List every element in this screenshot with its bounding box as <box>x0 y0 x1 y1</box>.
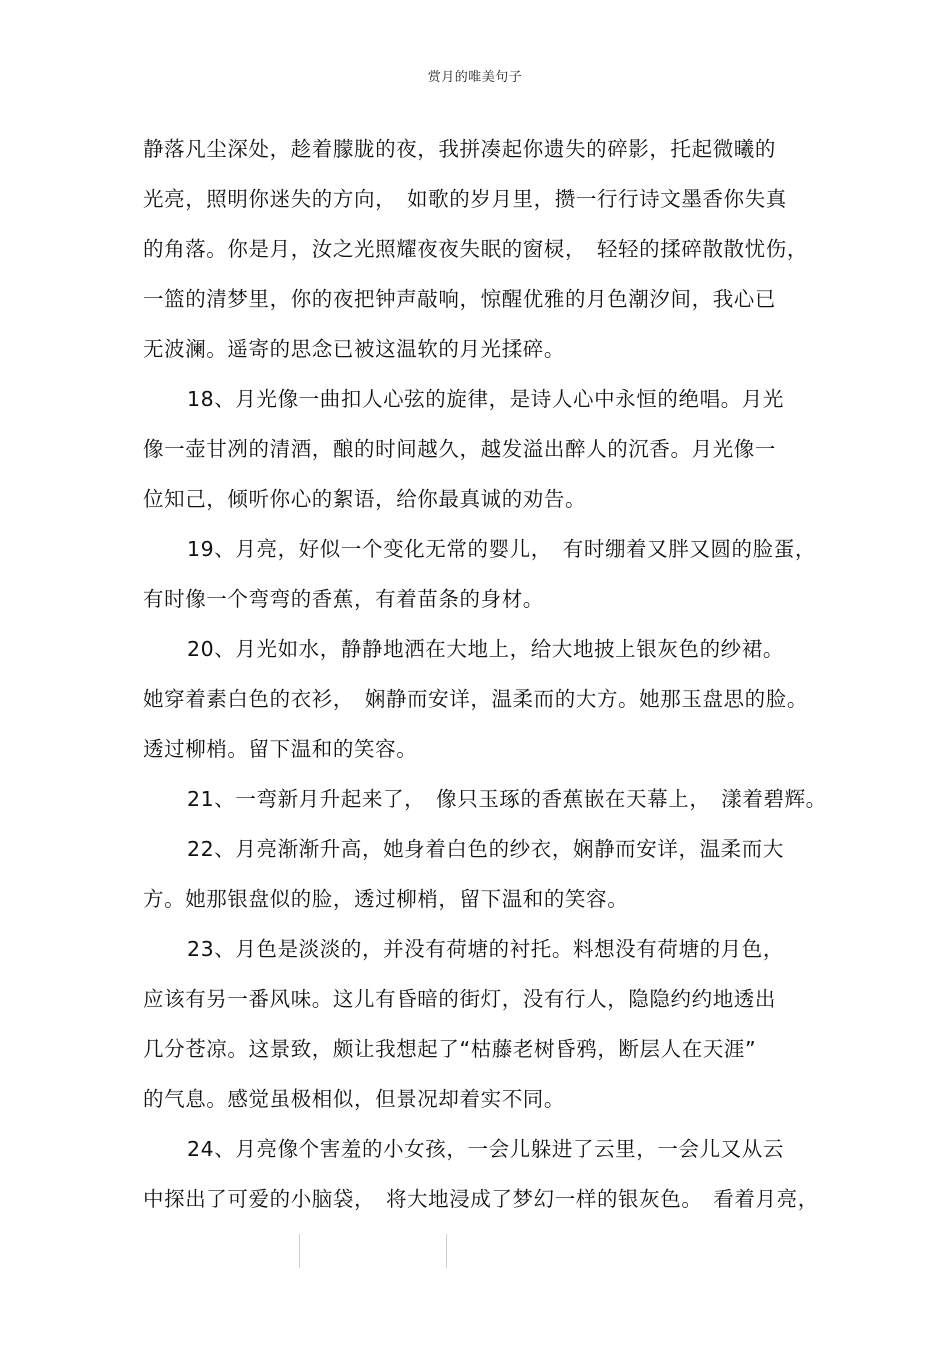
text-line: 位知己，倾听你心的絮语，给你最真诚的劝告。 <box>143 487 587 511</box>
text-line: 几分苍凉。这景致，颇让我想起了“枯藤老树昏鸦，断层人在天涯” <box>143 1037 757 1061</box>
page-header-title: 赏月的唯美句子 <box>427 70 523 85</box>
footer-divider-left <box>299 1234 300 1268</box>
text-line: 21、一弯新月升起来了， 像只玉琢的香蕉嵌在天幕上， 漾着碧辉。 <box>187 787 827 811</box>
text-line: 静落凡尘深处，趁着朦胧的夜，我拼凑起你遗失的碎影，托起微曦的 <box>143 137 776 161</box>
text-line: 方。她那银盘似的脸，透过柳梢，留下温和的笑容。 <box>143 887 629 911</box>
text-line: 无波澜。遥寄的思念已被这温软的月光揉碎。 <box>143 337 565 361</box>
text-line: 23、月色是淡淡的，并没有荷塘的衬托。料想没有荷塘的月色， <box>187 937 784 961</box>
text-line: 一篮的清梦里，你的夜把钟声敲响，惊醒优雅的月色潮汐间，我心已 <box>143 287 776 311</box>
text-line: 像一壶甘冽的清酒，酿的时间越久，越发溢出醉人的沉香。月光像一 <box>143 437 776 461</box>
text-line: 的角落。你是月，汝之光照耀夜夜失眠的窗棂， 轻轻的揉碎散散忧伤， <box>143 237 808 261</box>
text-line: 19、月亮，好似一个变化无常的婴儿， 有时绷着又胖又圆的脸蛋， <box>187 537 816 561</box>
text-line: 有时像一个弯弯的香蕉，有着苗条的身材。 <box>143 587 544 611</box>
text-line: 中探出了可爱的小脑袋， 将大地浸成了梦幻一样的银灰色。 看着月亮， <box>143 1187 819 1211</box>
footer-divider-right <box>446 1234 447 1268</box>
text-line: 她穿着素白色的衣衫， 娴静而安详，温柔而的大方。她那玉盘思的脸。 <box>143 687 808 711</box>
text-line: 光亮，照明你迷失的方向， 如歌的岁月里，攒一行行诗文墨香你失真 <box>143 187 787 211</box>
text-line: 22、月亮渐渐升高，她身着白色的纱衣，娴静而安详，温柔而大 <box>187 837 784 861</box>
text-line: 透过柳梢。留下温和的笑容。 <box>143 737 418 761</box>
text-line: 24、月亮像个害羞的小女孩，一会儿躲进了云里，一会儿又从云 <box>187 1137 784 1161</box>
text-line: 18、月光像一曲扣人心弦的旋律，是诗人心中永恒的绝唱。月光 <box>187 387 784 411</box>
text-line: 20、月光如水，静静地洒在大地上，给大地披上银灰色的纱裙。 <box>187 637 784 661</box>
document-body <box>143 124 827 1224</box>
text-line: 的气息。感觉虽极相似，但景况却着实不同。 <box>143 1087 565 1111</box>
text-line: 应该有另一番风味。这儿有昏暗的街灯，没有行人，隐隐约约地透出 <box>143 987 776 1011</box>
